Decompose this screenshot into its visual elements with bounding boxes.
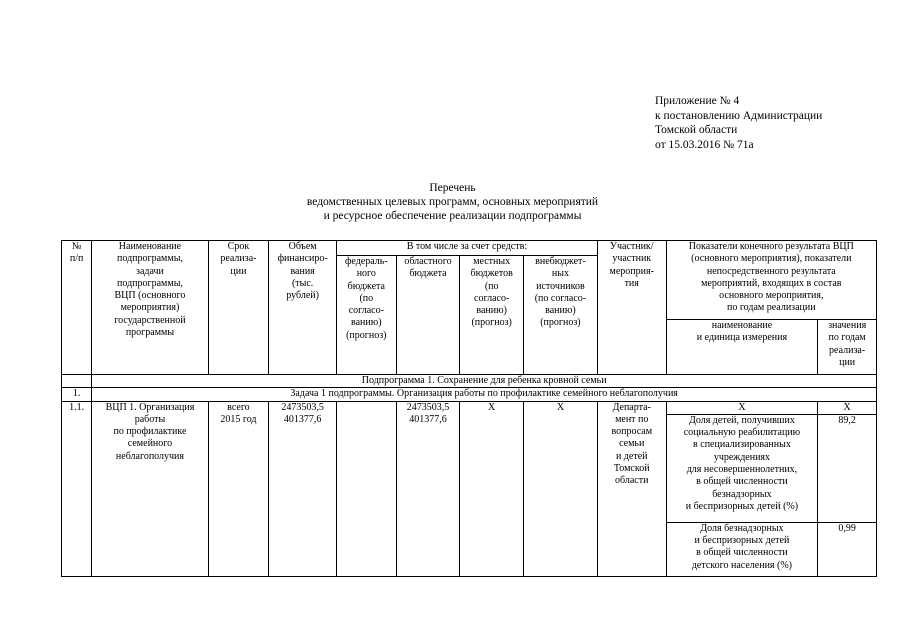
- indicator-name: Доля детей, получивших социальную реабилитацию в специализированных учреждениях для несовершеннолетних, в общей численности безнадзорных и беспризорных детей (%): [666, 414, 818, 522]
- program-table: [61, 240, 877, 577]
- participant-cell: Департа- мент по вопросам семьи и детей Томской области: [597, 401, 666, 576]
- indicator-value: X: [818, 401, 877, 414]
- indicator-value: 89,2: [818, 414, 877, 522]
- appendix-line: Томской области: [655, 124, 738, 136]
- volume-cell: 2473503,5: [269, 401, 337, 414]
- indicator-name: Доля безнадзорных и беспризорных детей в общей численности детского населения (%): [666, 522, 818, 576]
- header-incl: В том числе за счет средств:: [336, 241, 597, 256]
- item-num: 1.1.: [62, 401, 92, 576]
- appendix-line: к постановлению Администрации: [655, 109, 823, 122]
- header-participant: Участник/ участник мероприя- тия: [597, 241, 666, 375]
- term-cell: всего: [208, 401, 269, 414]
- title-line: ведомственных целевых программ, основных мероприятий: [306, 196, 599, 208]
- header-extra: внебюджет- ных источников (по согласо- ванию) (прогноз): [524, 256, 598, 375]
- subprogram-num: [62, 375, 92, 388]
- local-cell: X: [460, 401, 524, 414]
- appendix-date-line: от 15.03.2016 № 71а: [655, 138, 754, 151]
- regional-cell: 2473503,5: [396, 401, 460, 414]
- title-line: и ресурсное обеспечение реализации подпрограммы: [323, 210, 582, 222]
- task-row: Задача 1 подпрограммы. Организация работы по профилактике семейного неблагополучия: [92, 388, 877, 401]
- task-num: 1.: [62, 388, 92, 401]
- header-local: местных бюджетов (по согласо- ванию) (прогноз): [460, 256, 524, 375]
- header-regional: областного бюджета: [396, 256, 460, 375]
- term-cell: 2015 год: [208, 414, 269, 576]
- item-name: ВЦП 1. Организация работы по профилактике семейного неблагополучия: [92, 401, 208, 576]
- indicator-value: 0,99: [818, 522, 877, 576]
- federal-cell: [336, 401, 396, 414]
- appendix-block: [655, 94, 822, 152]
- document-title: [0, 181, 905, 223]
- extra-cell: X: [524, 401, 598, 414]
- extra-cell: [524, 414, 598, 576]
- header-term: Срок реализа- ции: [208, 241, 269, 375]
- federal-cell: [336, 414, 396, 576]
- volume-cell: 401377,6: [269, 414, 337, 576]
- header-federal: федераль- ного бюджета (по согласо- ванию) (прогноз): [336, 256, 396, 375]
- indicator-name: X: [666, 401, 818, 414]
- header-indicator-name: наименование и единица измерения: [666, 320, 818, 375]
- header-name: Наименование подпрограммы, задачи подпрограммы, ВЦП (основного мероприятия) государственной программы: [92, 241, 208, 375]
- title-line: Перечень: [429, 182, 476, 194]
- header-num: № п/п: [62, 241, 92, 375]
- regional-cell: 401377,6: [396, 414, 460, 576]
- local-cell: [460, 414, 524, 576]
- header-indicators: Показатели конечного результата ВЦП (основного мероприятия), показатели непосредственного результата мероприятий, входящих в состав основного мероприятия, по годам реализации: [666, 241, 876, 320]
- appendix-line: Приложение № 4: [655, 95, 740, 107]
- subprogram-row: Подпрограмма 1. Сохранение для ребенка кровной семьи: [92, 375, 877, 388]
- header-volume: Объем финансиро- вания (тыс. рублей): [269, 241, 337, 375]
- header-indicator-values: значения по годам реализа- ции: [818, 320, 877, 375]
